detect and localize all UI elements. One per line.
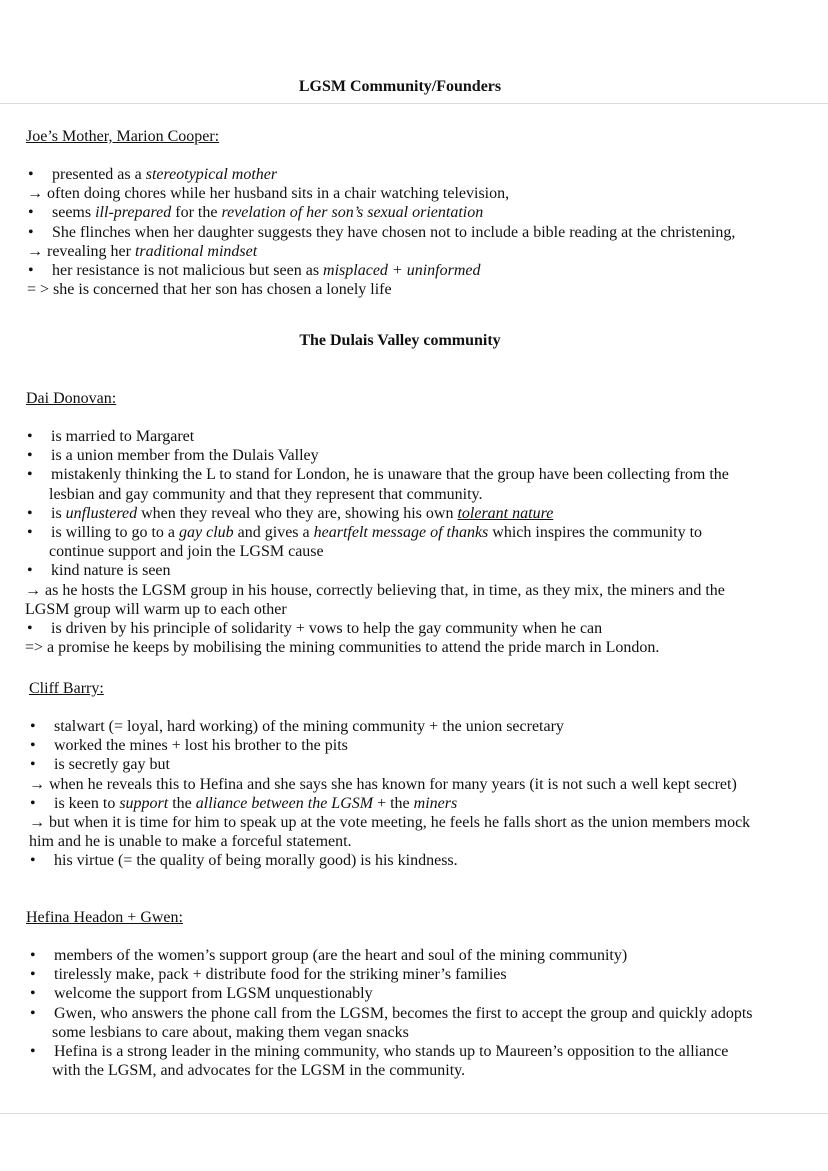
text-segment: → as he hosts the LGSM group in his house, correctly believing that, in time, as they mix, the miners and the bbox=[25, 581, 725, 599]
text-segment: worked the mines + lost his brother to the pits bbox=[54, 737, 348, 755]
bullet-item bbox=[54, 851, 458, 870]
bullet-item bbox=[54, 1004, 752, 1023]
text-segment: seems bbox=[52, 204, 96, 222]
text-segment: => a promise he keeps by mobilising the mining communities to attend the pride march in London. bbox=[25, 639, 660, 657]
text-segment: tirelessly make, pack + distribute food for the striking miner’s families bbox=[54, 966, 507, 984]
text-segment: is secretly gay but bbox=[54, 756, 170, 774]
bullet-item bbox=[54, 755, 170, 774]
bullet-item bbox=[54, 1042, 728, 1061]
emphasis-text: heartfelt message of thanks bbox=[313, 524, 489, 541]
text-line bbox=[25, 600, 287, 619]
text-segment: some lesbians to care about, making them vegan snacks bbox=[52, 1023, 409, 1041]
bullet-item bbox=[51, 523, 702, 542]
text-segment: is willing to go to a bbox=[51, 524, 179, 541]
bullet-item bbox=[54, 946, 627, 965]
emphasis-text: ill-prepared bbox=[95, 204, 172, 222]
bullet-item bbox=[52, 165, 277, 184]
text-segment: his virtue (= the quality of being morally good) is his kindness. bbox=[54, 852, 458, 870]
emphasis-text: stereotypical mother bbox=[145, 166, 278, 183]
bullet-icon: • bbox=[27, 466, 33, 484]
bullet-item bbox=[52, 223, 735, 242]
text-segment: when they reveal who they are, showing his own bbox=[137, 504, 458, 522]
bullet-item bbox=[51, 619, 602, 638]
bullet-icon: • bbox=[27, 428, 33, 445]
text-segment: mistakenly thinking the L to stand for London, he is unaware that the group have been collecting from the bbox=[51, 466, 729, 484]
section-heading: Joe’s Mother, Marion Cooper: bbox=[26, 128, 220, 145]
text-segment: is married to Margaret bbox=[51, 428, 195, 445]
text-segment: her resistance is not malicious but seen as bbox=[52, 262, 324, 279]
text-line bbox=[52, 1061, 465, 1080]
bullet-icon: • bbox=[28, 166, 34, 183]
text-segment: is keen to bbox=[54, 794, 120, 812]
text-segment: which inspires the community to bbox=[488, 524, 703, 541]
bullet-icon: • bbox=[28, 223, 34, 241]
bullet-item bbox=[54, 794, 457, 813]
text-segment: is driven by his principle of solidarity + vows to help the gay community when he can bbox=[51, 620, 603, 637]
text-segment: and gives a bbox=[233, 524, 314, 541]
text-segment: welcome the support from LGSM unquestionably bbox=[54, 985, 373, 1003]
footer-divider bbox=[0, 1113, 828, 1114]
text-segment: LGSM group will warm up to each other bbox=[25, 600, 287, 618]
bullet-item bbox=[52, 203, 483, 222]
bullet-icon: • bbox=[30, 737, 36, 755]
bullet-icon: • bbox=[27, 620, 33, 637]
text-line bbox=[49, 542, 324, 561]
emphasis-text: unflustered bbox=[65, 504, 138, 522]
text-segment: → revealing her bbox=[27, 242, 135, 260]
text-segment: = > she is concerned that her son has chosen a lonely life bbox=[27, 281, 392, 299]
text-line bbox=[27, 184, 509, 203]
bullet-item bbox=[54, 965, 507, 984]
bullet-icon: • bbox=[27, 447, 33, 465]
section-heading: Hefina Headon + Gwen: bbox=[26, 909, 183, 926]
text-line bbox=[25, 581, 725, 600]
text-line bbox=[25, 638, 659, 657]
bullet-item bbox=[54, 984, 373, 1003]
text-line bbox=[29, 832, 352, 851]
text-line bbox=[49, 485, 483, 504]
bullet-icon: • bbox=[30, 947, 36, 964]
text-segment: Gwen, who answers the phone call from the LGSM, becomes the first to accept the group and quickly adopts bbox=[54, 1004, 753, 1022]
emphasis-text: alliance between the LGSM bbox=[195, 794, 374, 812]
text-segment: She flinches when her daughter suggests they have chosen not to include a bible reading at the christening, bbox=[52, 223, 736, 241]
emphasis-text: gay club bbox=[179, 524, 234, 541]
bullet-icon: • bbox=[28, 204, 34, 222]
header-divider bbox=[0, 103, 828, 104]
text-segment: stalwart (= loyal, hard working) of the mining community + the union secretary bbox=[54, 718, 564, 735]
section-heading: Dai Donovan: bbox=[26, 390, 117, 407]
text-segment: kind nature is seen bbox=[51, 562, 171, 580]
bullet-item bbox=[51, 427, 194, 446]
text-segment: + the bbox=[373, 794, 414, 812]
section-subtitle: The Dulais Valley community bbox=[299, 332, 501, 349]
text-segment: the bbox=[168, 794, 196, 812]
text-segment: presented as a bbox=[52, 166, 146, 183]
bullet-item bbox=[52, 261, 481, 280]
page-title: LGSM Community/Founders bbox=[298, 78, 502, 95]
emphasis-text: miners bbox=[413, 794, 458, 812]
section-heading: Cliff Barry: bbox=[29, 680, 104, 697]
bullet-icon: • bbox=[27, 562, 33, 580]
text-segment: him and he is unable to make a forceful statement. bbox=[29, 833, 352, 851]
text-segment: continue support and join the LGSM cause bbox=[49, 543, 324, 561]
bullet-icon: • bbox=[27, 504, 33, 522]
bullet-item bbox=[51, 561, 171, 580]
emphasis-text: traditional mindset bbox=[134, 242, 258, 260]
bullet-icon: • bbox=[30, 985, 36, 1003]
bullet-item bbox=[54, 717, 564, 736]
emphasis-text: support bbox=[119, 794, 169, 812]
emphasis-text: revelation of her son’s sexual orientation bbox=[221, 204, 484, 222]
text-line bbox=[29, 775, 737, 794]
text-segment: Hefina is a strong leader in the mining community, who stands up to Maureen’s opposition to the alliance bbox=[54, 1043, 729, 1060]
text-segment: with the LGSM, and advocates for the LGSM in the community. bbox=[52, 1062, 466, 1080]
text-segment: → when he reveals this to Hefina and she says she has known for many years (it is not such a well kept secret) bbox=[29, 775, 737, 793]
text-line bbox=[29, 813, 750, 832]
text-line bbox=[27, 242, 257, 261]
bullet-item bbox=[51, 446, 319, 465]
text-segment: for the bbox=[171, 204, 222, 222]
emphasis-text: misplaced + uninformed bbox=[323, 262, 481, 279]
text-line bbox=[27, 280, 392, 299]
bullet-icon: • bbox=[30, 794, 36, 812]
bullet-icon: • bbox=[30, 852, 36, 870]
bullet-item bbox=[51, 465, 729, 484]
text-line bbox=[52, 1023, 409, 1042]
text-segment: → often doing chores while her husband sits in a chair watching television, bbox=[27, 185, 510, 203]
text-segment: lesbian and gay community and that they represent that community. bbox=[49, 485, 483, 503]
text-segment: → but when it is time for him to speak up at the vote meeting, he feels he falls short as the union members mock bbox=[29, 814, 751, 831]
bullet-icon: • bbox=[30, 756, 36, 774]
bullet-icon: • bbox=[28, 262, 34, 279]
bullet-icon: • bbox=[30, 966, 36, 984]
emphasis-text: tolerant nature bbox=[457, 504, 554, 522]
bullet-icon: • bbox=[30, 718, 36, 735]
text-segment: members of the women’s support group (are the heart and soul of the mining community) bbox=[54, 947, 628, 964]
text-segment: is a union member from the Dulais Valley bbox=[51, 447, 319, 465]
bullet-icon: • bbox=[27, 524, 33, 541]
bullet-item bbox=[54, 736, 348, 755]
bullet-icon: • bbox=[30, 1004, 36, 1022]
text-segment: is bbox=[51, 504, 66, 522]
bullet-icon: • bbox=[30, 1043, 36, 1060]
bullet-item bbox=[51, 504, 553, 523]
